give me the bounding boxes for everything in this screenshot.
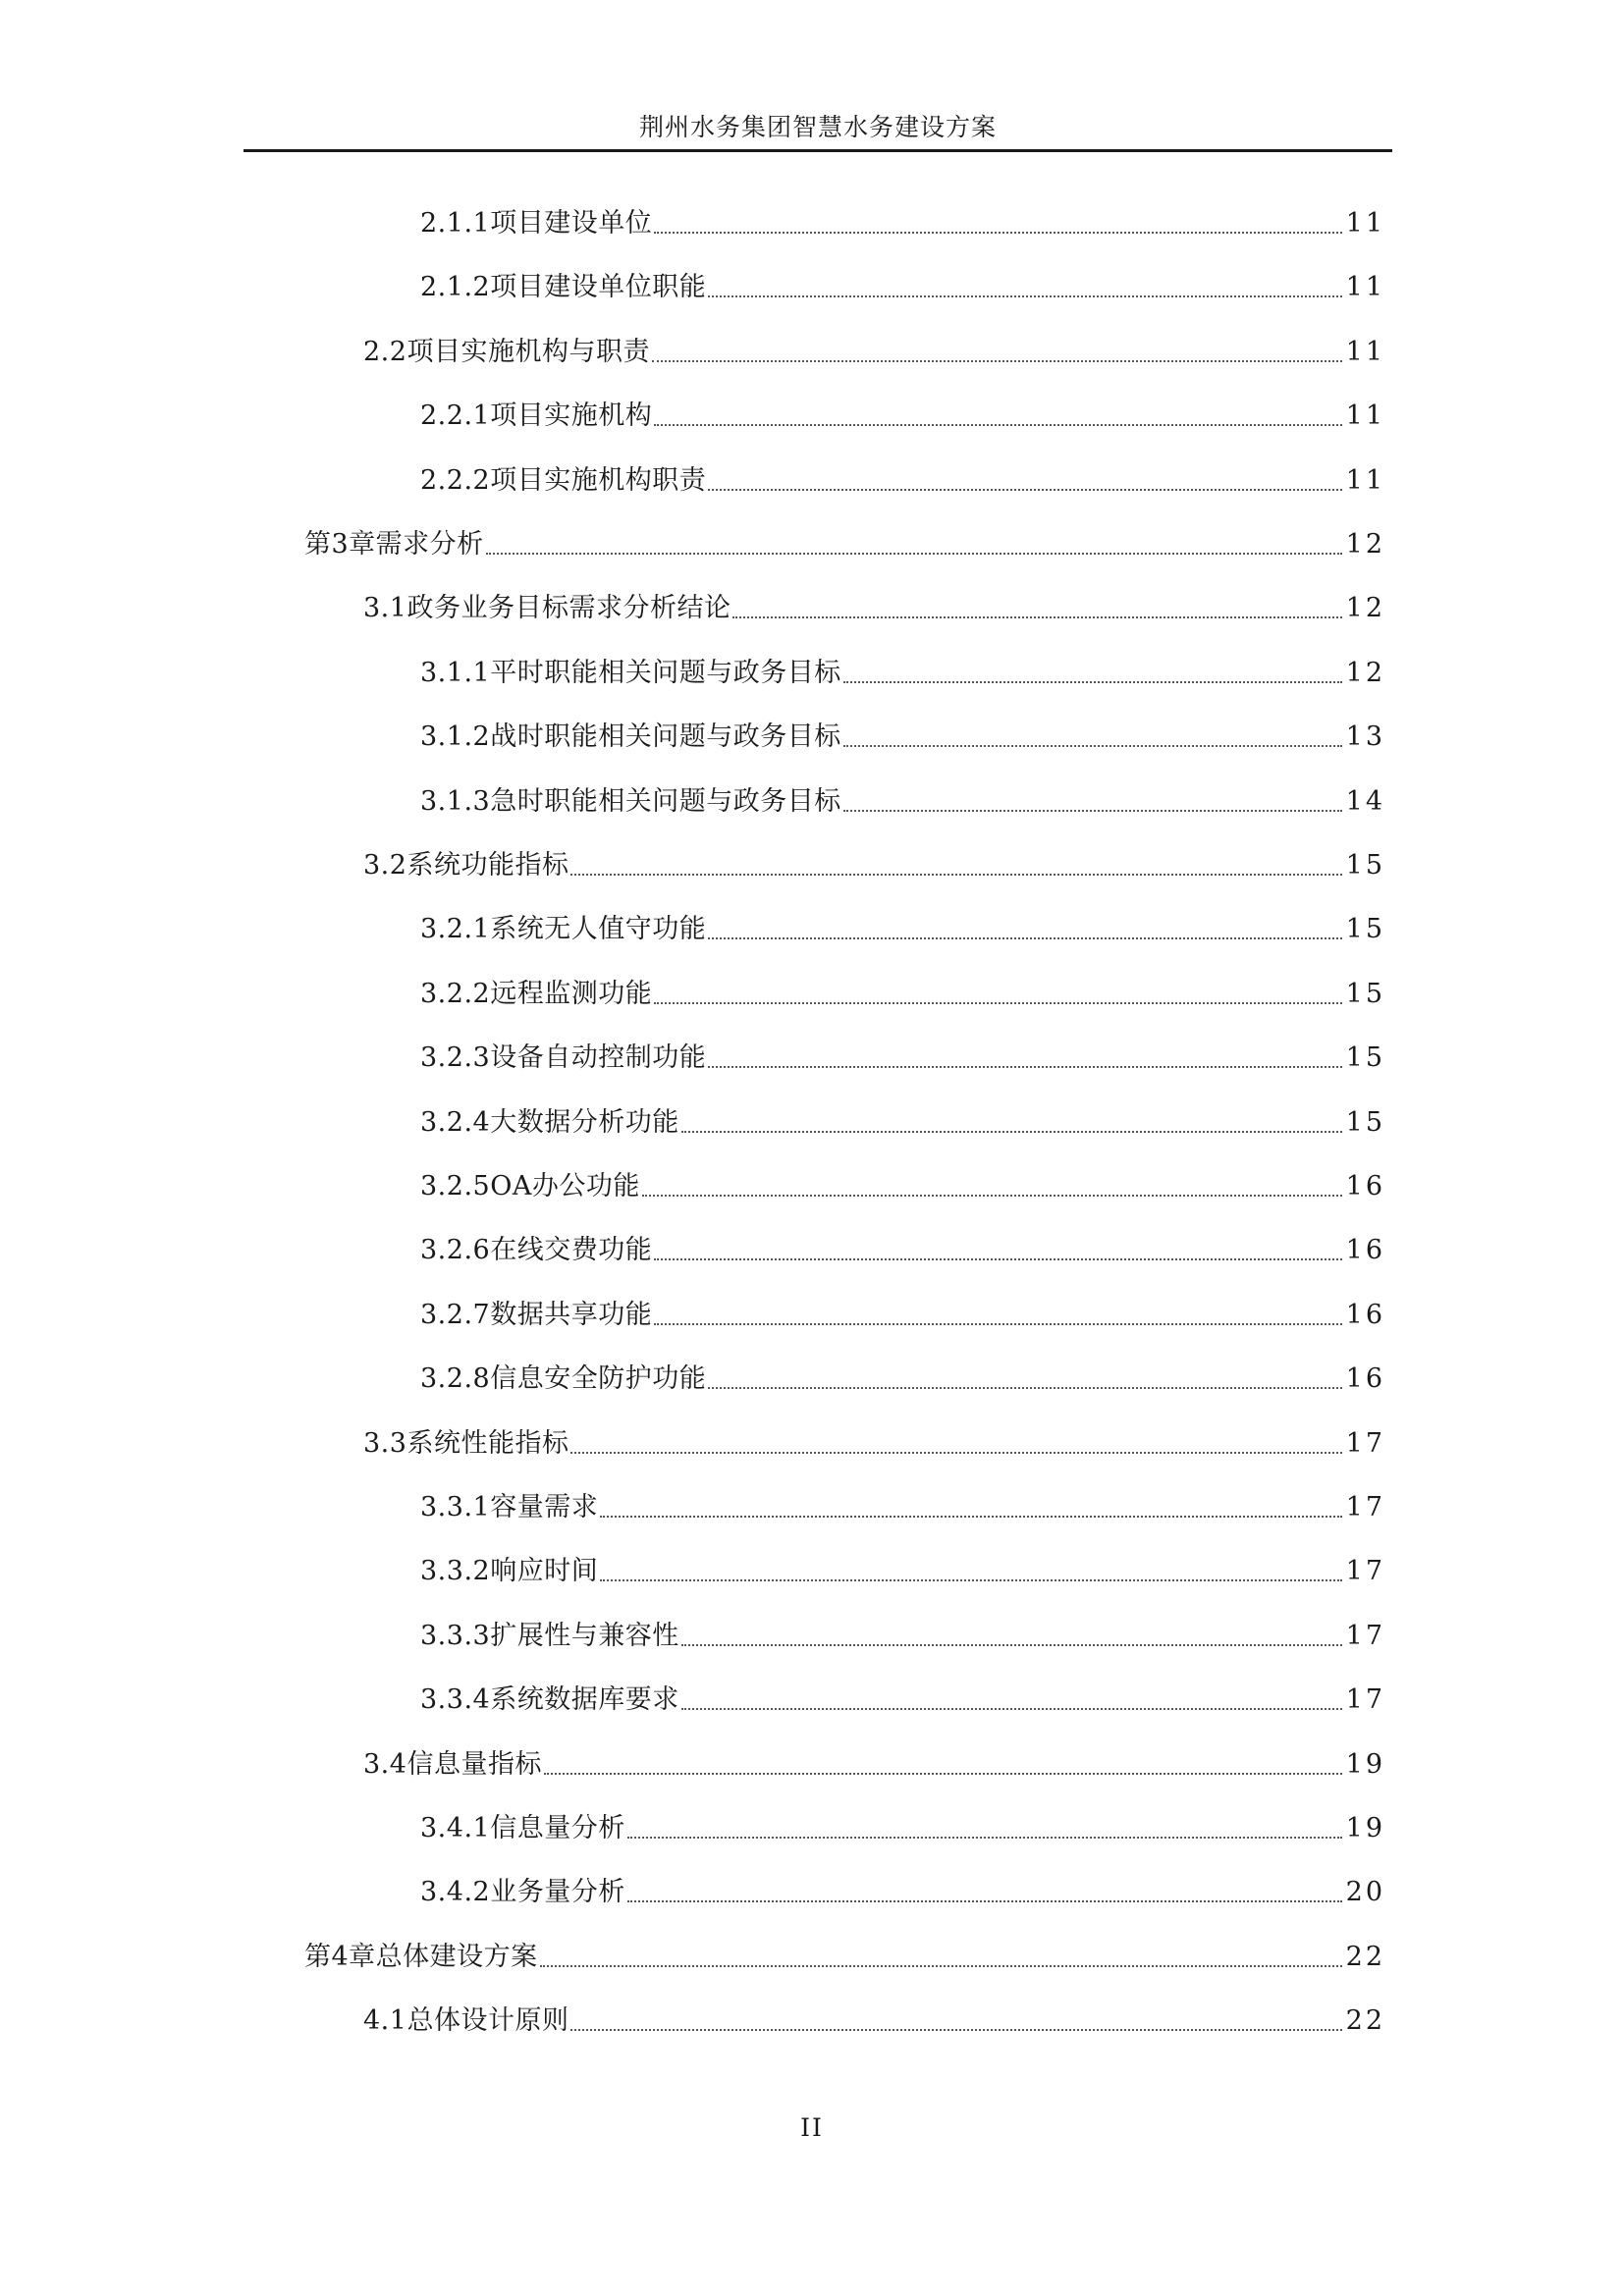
toc-entry-label: 第3章需求分析 — [304, 529, 484, 560]
toc-entry[interactable] — [420, 1873, 1385, 1912]
toc-entry-page: 15 — [1345, 979, 1385, 1009]
toc-entry-label: 2.2项目实施机构与职责 — [363, 337, 650, 367]
toc-entry[interactable] — [420, 654, 1385, 693]
toc-entry-label: 4.1总体设计原则 — [363, 2005, 569, 2036]
toc-entry-page: 15 — [1345, 1107, 1385, 1138]
toc-entry[interactable] — [420, 1552, 1385, 1591]
toc-entry[interactable] — [420, 1103, 1385, 1143]
toc-entry-page: 17 — [1345, 1621, 1385, 1651]
toc-dot-leader — [654, 1258, 1341, 1260]
toc-entry[interactable] — [363, 589, 1385, 628]
toc-entry-label: 3.1.3急时职能相关问题与政务目标 — [420, 786, 841, 817]
toc-entry-label: 3.1政务业务目标需求分析结论 — [363, 593, 731, 623]
toc-entry[interactable] — [420, 1681, 1385, 1720]
toc-entry-label: 3.3.2响应时间 — [420, 1556, 599, 1586]
toc-dot-leader — [708, 489, 1341, 491]
toc-entry[interactable] — [420, 1360, 1385, 1399]
toc-dot-leader — [652, 360, 1342, 362]
running-header: 荆州水务集团智慧水务建设方案 — [638, 113, 997, 141]
toc-dot-leader — [627, 1900, 1342, 1902]
toc-dot-leader — [600, 1579, 1341, 1581]
toc-dot-leader — [681, 1708, 1342, 1710]
toc-dot-leader — [642, 1195, 1342, 1197]
toc-dot-leader — [708, 1387, 1341, 1389]
toc-entry-label: 3.3.3扩展性与兼容性 — [420, 1621, 679, 1651]
toc-entry-label: 3.3.1容量需求 — [420, 1492, 599, 1522]
toc-entry-label: 3.1.2战时职能相关问题与政务目标 — [420, 721, 841, 752]
toc-dot-leader — [486, 553, 1342, 555]
toc-dot-leader — [654, 1323, 1341, 1325]
toc-entry-page: 12 — [1345, 529, 1385, 560]
toc-dot-leader — [654, 1002, 1341, 1004]
toc-entry[interactable] — [363, 1424, 1385, 1464]
toc-dot-leader — [708, 1066, 1341, 1068]
toc-entry[interactable] — [304, 1938, 1385, 1977]
toc-dot-leader — [732, 616, 1341, 618]
toc-entry-page: 19 — [1345, 1749, 1385, 1780]
toc-dot-leader — [843, 745, 1342, 747]
toc-entry[interactable] — [420, 268, 1385, 307]
toc-dot-leader — [544, 1773, 1342, 1775]
toc-entry-label: 3.2.1系统无人值守功能 — [420, 914, 707, 944]
toc-dot-leader — [708, 295, 1341, 297]
toc-entry-page: 16 — [1345, 1171, 1385, 1201]
toc-entry-label: 3.4.1信息量分析 — [420, 1813, 625, 1843]
toc-entry[interactable] — [420, 975, 1385, 1014]
toc-entry-page: 16 — [1345, 1300, 1385, 1330]
toc-entry-page: 15 — [1345, 914, 1385, 944]
toc-entry[interactable] — [420, 1488, 1385, 1527]
toc-entry-page: 17 — [1345, 1684, 1385, 1715]
toc-dot-leader — [654, 232, 1341, 234]
toc-entry[interactable] — [420, 397, 1385, 436]
toc-entry-page: 12 — [1345, 593, 1385, 623]
toc-entry-page: 11 — [1345, 272, 1385, 302]
toc-entry-page: 11 — [1345, 208, 1385, 239]
toc-entry-page: 17 — [1345, 1492, 1385, 1522]
toc-entry-label: 第4章总体建设方案 — [304, 1942, 538, 1972]
toc-entry-label: 3.3系统性能指标 — [363, 1428, 569, 1459]
toc-entry-page: 22 — [1345, 2005, 1385, 2036]
toc-entry[interactable] — [420, 1231, 1385, 1270]
toc-dot-leader — [627, 1837, 1342, 1839]
toc-entry-label: 3.2.3设备自动控制功能 — [420, 1042, 707, 1073]
toc-entry-page: 20 — [1345, 1877, 1385, 1907]
toc-entry-page: 13 — [1345, 721, 1385, 752]
toc-entry-page: 14 — [1345, 786, 1385, 817]
toc-entry-page: 11 — [1345, 400, 1385, 431]
toc-dot-leader — [570, 2029, 1341, 2031]
toc-entry[interactable] — [420, 718, 1385, 757]
toc-entry-page: 22 — [1345, 1942, 1385, 1972]
toc-entry-label: 2.2.1项目实施机构 — [420, 400, 653, 431]
header-rule — [244, 149, 1392, 152]
toc-entry-label: 3.2系统功能指标 — [363, 850, 569, 881]
toc-entry-page: 11 — [1345, 465, 1385, 496]
toc-entry-page: 15 — [1345, 1042, 1385, 1073]
toc-dot-leader — [843, 810, 1342, 812]
toc-entry-page: 15 — [1345, 850, 1385, 881]
toc-dot-leader — [843, 681, 1342, 683]
toc-entry-label: 3.2.4大数据分析功能 — [420, 1107, 679, 1138]
toc-entry-label: 3.4.2业务量分析 — [420, 1877, 625, 1907]
toc-entry-label: 3.2.5OA办公功能 — [420, 1171, 640, 1201]
toc-entry[interactable] — [363, 1745, 1385, 1785]
toc-entry-label: 3.2.2远程监测功能 — [420, 979, 653, 1009]
toc-entry[interactable] — [420, 1809, 1385, 1848]
toc-entry[interactable] — [420, 461, 1385, 501]
toc-entry[interactable] — [363, 2002, 1385, 2041]
toc-dot-leader — [681, 1131, 1342, 1133]
toc-dot-leader — [570, 1452, 1341, 1454]
toc-entry-label: 3.2.8信息安全防护功能 — [420, 1363, 707, 1394]
toc-entry-page: 16 — [1345, 1235, 1385, 1265]
toc-entry[interactable] — [420, 1167, 1385, 1206]
toc-entry[interactable] — [304, 525, 1385, 564]
toc-dot-leader — [708, 937, 1341, 939]
toc-entry[interactable] — [420, 1296, 1385, 1335]
toc-entry-label: 3.1.1平时职能相关问题与政务目标 — [420, 658, 841, 688]
toc-dot-leader — [540, 1965, 1342, 1967]
page-number: II — [800, 2113, 824, 2142]
toc-entry-label: 3.2.7数据共享功能 — [420, 1300, 653, 1330]
toc-entry-label: 2.1.2项目建设单位职能 — [420, 272, 707, 302]
toc-entry-label: 2.2.2项目实施机构职责 — [420, 465, 707, 496]
toc-entry[interactable] — [420, 1039, 1385, 1078]
toc-dot-leader — [681, 1644, 1342, 1646]
toc-entry-page: 11 — [1345, 337, 1385, 367]
toc-entry-page: 19 — [1345, 1813, 1385, 1843]
toc-entry-page: 17 — [1345, 1556, 1385, 1586]
toc-entry-label: 3.3.4系统数据库要求 — [420, 1684, 679, 1715]
toc-entry[interactable] — [420, 1617, 1385, 1656]
toc-entry[interactable] — [363, 333, 1385, 372]
toc-dot-leader — [600, 1516, 1341, 1518]
toc-entry[interactable] — [420, 782, 1385, 822]
toc-entry[interactable] — [420, 910, 1385, 949]
toc-dot-leader — [570, 874, 1341, 876]
toc-entry-page: 17 — [1345, 1428, 1385, 1459]
toc-dot-leader — [654, 424, 1341, 426]
toc-entry-label: 2.1.1项目建设单位 — [420, 208, 653, 239]
toc-entry[interactable] — [363, 846, 1385, 885]
toc-entry-label: 3.2.6在线交费功能 — [420, 1235, 653, 1265]
toc-entry-label: 3.4信息量指标 — [363, 1749, 542, 1780]
toc-entry-page: 12 — [1345, 658, 1385, 688]
toc-entry-page: 16 — [1345, 1363, 1385, 1394]
toc-entry[interactable] — [420, 204, 1385, 243]
